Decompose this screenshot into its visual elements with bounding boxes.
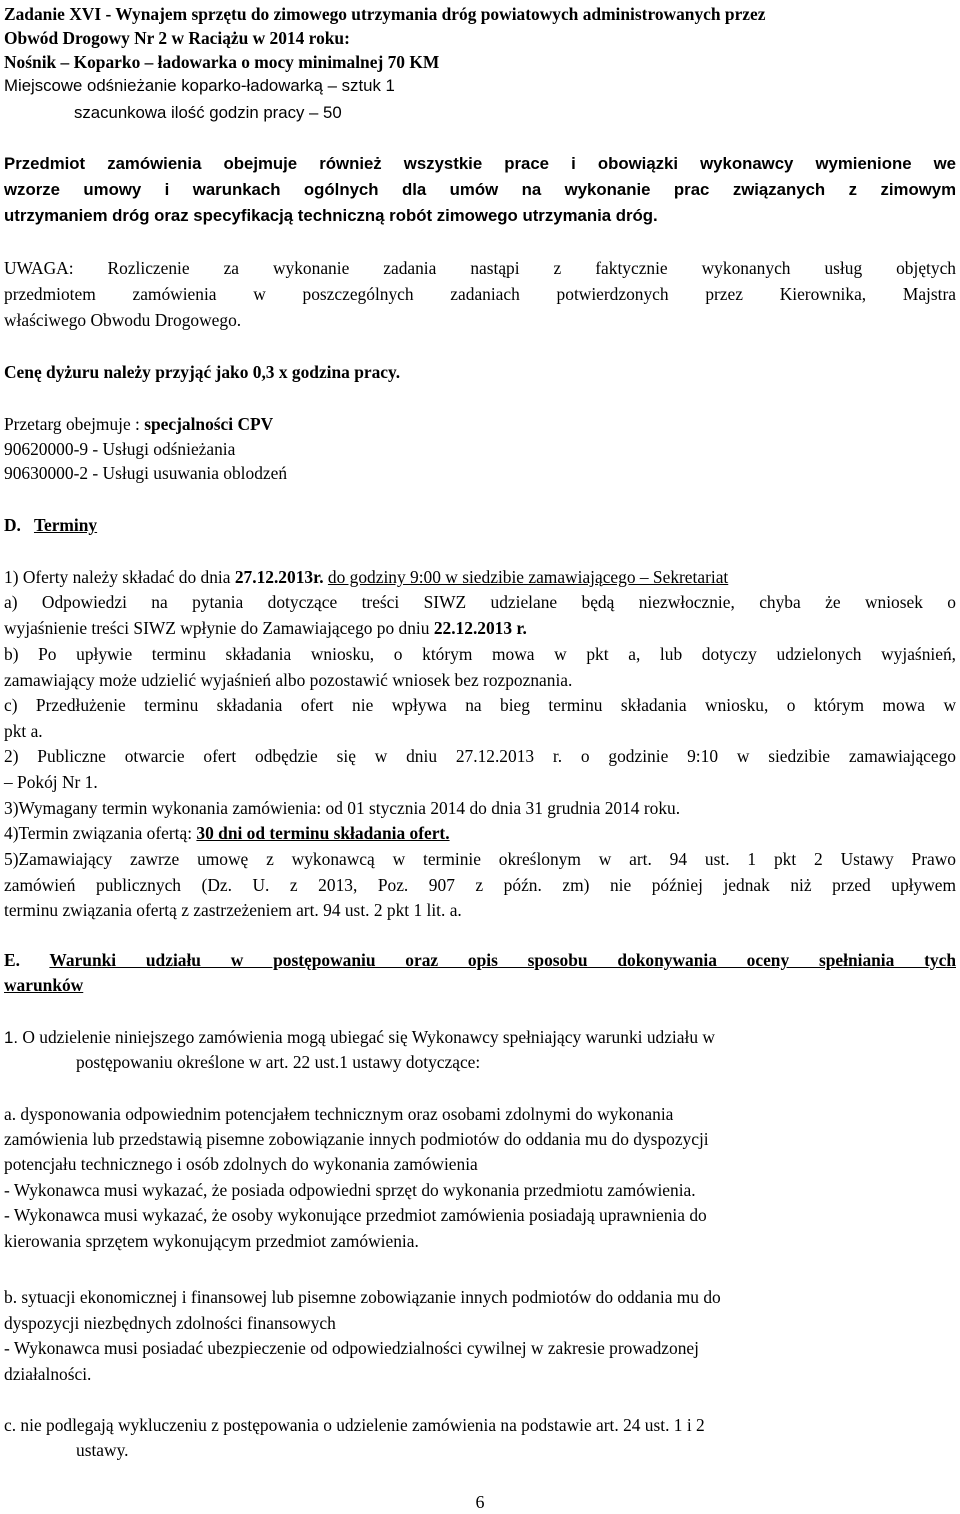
eligibility-line-1 [4, 1025, 956, 1049]
opening-line-2: – Pokój Nr 1. [4, 772, 98, 792]
cpv-code-2: 90630000-2 - Usługi usuwania oblodzeń [4, 463, 288, 483]
task-title-line-1: Zadanie XVI - Wynajem sprzętu do zimowego utrzymania dróg powiatowych administrowanych przez [4, 4, 766, 24]
note-paragraph-line-1: UWAGA: Rozliczenie za wykonanie zadania nastąpi z faktycznie wykonanych usług objętych [4, 258, 956, 278]
section-d-heading [4, 513, 956, 537]
condition-c-line-1: c. nie podlegają wykluczeniu z postępowania o udzielenie zamówienia na podstawie art. 24 ust. 1 i 2 [4, 1415, 705, 1435]
offer-deadline-line [4, 565, 956, 589]
section-e-title: Warunki udziału w postępowaniu oraz opis sposobu dokonywania oceny spełniania tych [49, 950, 956, 970]
opening-line-1: 2) Publiczne otwarcie ofert odbędzie się w dniu 27.12.2013 r. o godzinie 9:10 w siedzibie zamawiającego [4, 746, 956, 766]
cpv-code-1: 90620000-9 - Usługi odśnieżania [4, 439, 236, 459]
condition-b-line-3: - Wykonawca musi posiadać ubezpieczenie od odpowiedzialności cywilnej w zakresie prowadzonej [4, 1338, 699, 1358]
answers-date: 22.12.2013 r. [433, 618, 527, 638]
condition-a-line-5: - Wykonawca musi wykazać, że osoby wykonujące przedmiot zamówienia posiadają uprawnienia do [4, 1205, 707, 1225]
item-b-line-1: b) Po upływie terminu składania wniosku, o którym mowa w pkt a, lub dotyczy udzielonych wyjaśnień, [4, 644, 956, 664]
condition-b-line-2: dyspozycji niezbędnych zdolności finansowych [4, 1313, 336, 1333]
contract-line-1: 5)Zamawiający zawrze umowę z wykonawcą w terminie określonym w art. 94 ust. 1 pkt 2 Ustawy Prawo [4, 849, 956, 869]
section-e-heading-line-2: warunków [4, 975, 84, 995]
equipment-line: Nośnik – Koparko – ładowarka o mocy minimalnej 70 KM [4, 52, 440, 72]
page-number: 6 [475, 1492, 485, 1512]
note-paragraph-line-2: przedmiotem zamówienia w poszczególnych zadaniach potwierdzonych przez Kierownika, Majstra [4, 284, 956, 304]
condition-a-line-6: kierowania sprzętem wykonującym przedmiot zamówienia. [4, 1231, 419, 1251]
estimated-hours-line: szacunkowa ilość godzin pracy – 50 [74, 103, 342, 122]
section-e-heading-line-1 [4, 948, 956, 972]
completion-term-line: 3)Wymagany termin wykonania zamówienia: od 01 stycznia 2014 do dnia 31 grudnia 2014 roku. [4, 798, 681, 818]
binding-term-value: 30 dni od terminu składania ofert. [196, 823, 450, 843]
offer-deadline-prefix: 1) Oferty należy składać do dnia [4, 567, 235, 587]
scope-paragraph-line-1: Przedmiot zamówienia obejmuje również wszystkie prace i obowiązki wykonawcy wymienione we [4, 154, 956, 173]
task-title-line-2: Obwód Drogowy Nr 2 w Raciążu w 2014 roku: [4, 28, 350, 48]
offer-deadline-date: 27.12.2013r. [234, 567, 324, 587]
condition-a-line-4: - Wykonawca musi wykazać, że posiada odpowiedni sprzęt do wykonania przedmiotu zamówienia. [4, 1180, 696, 1200]
answers-line-2-text: wyjaśnienie treści SIWZ wpłynie do Zamawiającego po dniu [4, 618, 434, 638]
contract-line-2: zamówień publicznych (Dz. U. z 2013, Poz. 907 z późn. zm) nie później jednak niż przed upływem [4, 875, 956, 895]
answers-line-2 [4, 616, 956, 640]
contract-line-3: terminu związania ofertą z zastrzeżeniem art. 94 ust. 2 pkt 1 lit. a. [4, 900, 462, 920]
section-d-letter: D. [4, 515, 21, 535]
scope-paragraph-line-2: wzorze umowy i warunkach ogólnych dla umów na wykonanie prac związanych z zimowym [4, 180, 956, 199]
item-c-line-1: c) Przedłużenie terminu składania ofert nie wpływa na bieg terminu składania wniosku, o którym mowa w [4, 695, 956, 715]
condition-c-line-2: ustawy. [76, 1440, 129, 1460]
eligibility-number: 1. [4, 1028, 18, 1047]
binding-term-prefix: 4)Termin związania ofertą: [4, 823, 197, 843]
cpv-heading-line [4, 412, 956, 436]
binding-term-line [4, 821, 956, 845]
condition-b-line-1: b. sytuacji ekonomicznej i finansowej lub pisemne zobowiązanie innych podmiotów do oddania mu do [4, 1287, 721, 1307]
item-c-line-2: pkt a. [4, 721, 43, 741]
equipment-quantity-line: Miejscowe odśnieżanie koparko-ładowarką – sztuk 1 [4, 76, 395, 95]
section-d-title: Terminy [33, 515, 98, 535]
scope-paragraph-line-3: utrzymaniem dróg oraz specyfikacją techniczną robót zimowego utrzymania dróg. [4, 206, 658, 225]
condition-a-line-1: a. dysponowania odpowiednim potencjałem technicznym oraz osobami zdolnymi do wykonania [4, 1104, 674, 1124]
condition-b-line-4: działalności. [4, 1364, 92, 1384]
cpv-label: specjalności CPV [144, 414, 274, 434]
answers-line-1: a) Odpowiedzi na pytania dotyczące treści SIWZ udzielane będą niezwłocznie, chyba że wniosek o [4, 592, 956, 612]
eligibility-line-2: postępowaniu określone w art. 22 ust.1 ustawy dotyczące: [76, 1052, 481, 1072]
offer-deadline-place: do godziny 9:00 w siedzibie zamawiającego – Sekretariat [327, 567, 729, 587]
condition-a-line-2: zamówienia lub przedstawią pisemne zobowiązanie innych podmiotów do oddania mu do dyspozycji [4, 1129, 709, 1149]
item-b-line-2: zamawiający może udzielić wyjaśnień albo pozostawić wniosek bez rozpoznania. [4, 670, 573, 690]
duty-price-line: Cenę dyżuru należy przyjąć jako 0,3 x godzina pracy. [4, 362, 401, 382]
cpv-prefix: Przetarg obejmuje : [4, 414, 145, 434]
note-paragraph-line-3: właściwego Obwodu Drogowego. [4, 310, 242, 330]
condition-a-line-3: potencjału technicznego i osób zdolnych do wykonania zamówienia [4, 1154, 478, 1174]
section-e-letter: E. [4, 950, 20, 970]
eligibility-text: O udzielenie niniejszego zamówienia mogą ubiegać się Wykonawcy spełniający warunki udziału w [18, 1027, 715, 1047]
